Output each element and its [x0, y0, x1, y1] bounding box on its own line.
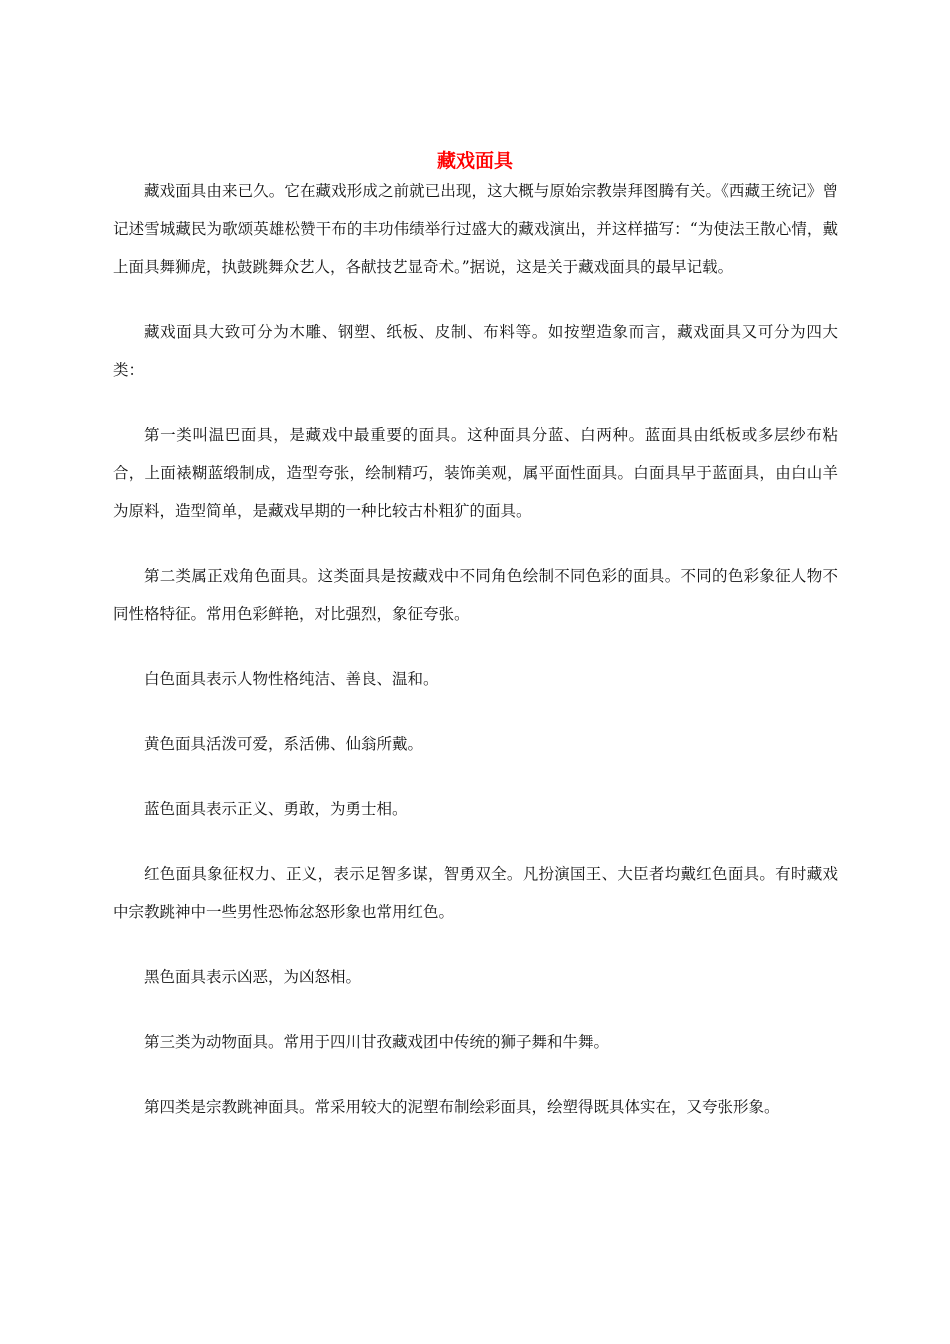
paragraph-category-one: 第一类叫温巴面具，是藏戏中最重要的面具。这种面具分蓝、白两种。蓝面具由纸板或多层纱布粘合，上面裱糊蓝缎制成，造型夸张，绘制精巧，装饰美观，属平面性面具。白面具早于蓝面具，由白山羊为原料，造型简单，是藏戏早期的一种比较古朴粗犷的面具。 [113, 426, 838, 520]
paragraph-yellow-mask: 黄色面具活泼可爱，系活佛、仙翁所戴。 [144, 735, 424, 753]
paragraph-category-three: 第三类为动物面具。常用于四川甘孜藏戏团中传统的狮子舞和牛舞。 [144, 1033, 610, 1051]
paragraph-materials: 藏戏面具大致可分为木雕、钢塑、纸板、皮制、布料等。如按塑造象而言，藏戏面具又可分为四大类： [113, 323, 838, 379]
article-body [113, 172, 838, 1153]
paragraph-intro: 藏戏面具由来已久。它在藏戏形成之前就已出现，这大概与原始宗教崇拜图腾有关。《西藏王统记》曾记述雪城藏民为歌颂英雄松赞干布的丰功伟绩举行过盛大的藏戏演出，并这样描写：“为使法王散心情，戴上面具舞狮虎，执鼓跳舞众艺人，各献技艺显奇术。”据说，这是关于藏戏面具的最早记载。 [113, 182, 838, 276]
page-title: 藏戏面具 [436, 150, 513, 172]
paragraph-category-two: 第二类属正戏角色面具。这类面具是按藏戏中不同角色绘制不同色彩的面具。不同的色彩象征人物不同性格特征。常用色彩鲜艳，对比强烈，象征夸张。 [113, 567, 838, 623]
paragraph-red-mask: 红色面具象征权力、正义，表示足智多谋，智勇双全。凡扮演国王、大臣者均戴红色面具。有时藏戏中宗教跳神中一些男性恐怖忿怒形象也常用红色。 [113, 865, 838, 921]
paragraph-blue-mask: 蓝色面具表示正义、勇敢，为勇士相。 [144, 800, 408, 818]
paragraph-category-four: 第四类是宗教跳神面具。常采用较大的泥塑布制绘彩面具，绘塑得既具体实在，又夸张形象。 [144, 1098, 780, 1116]
paragraph-black-mask: 黑色面具表示凶恶，为凶怒相。 [144, 968, 362, 986]
paragraph-white-mask: 白色面具表示人物性格纯洁、善良、温和。 [144, 670, 439, 688]
